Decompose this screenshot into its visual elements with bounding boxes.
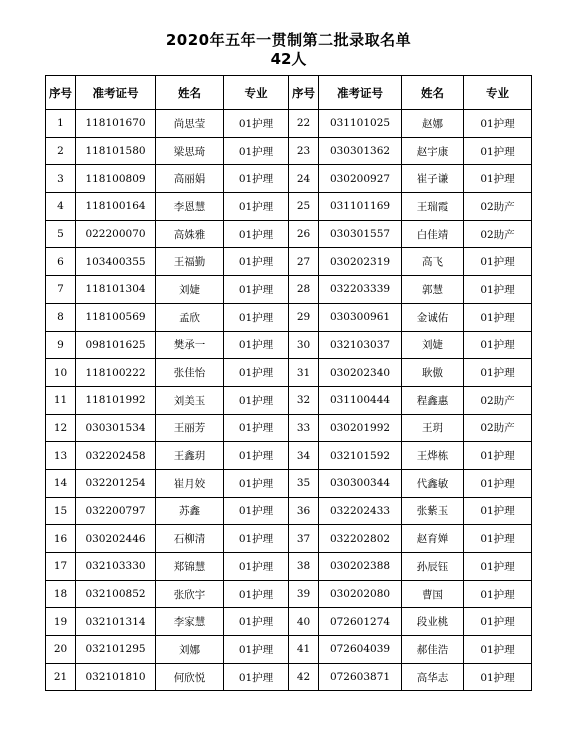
major-cell: 01护理 (464, 248, 532, 276)
name-cell: 曹国 (402, 580, 464, 608)
seq-cell: 41 (289, 636, 319, 664)
table-row (46, 303, 532, 331)
table-row (46, 386, 532, 414)
seq-cell: 42 (289, 663, 319, 691)
seq-cell: 10 (46, 359, 76, 387)
seq-cell: 30 (289, 331, 319, 359)
table-row (46, 663, 532, 691)
seq-cell: 7 (46, 276, 76, 304)
exam-id-cell: 072604039 (319, 636, 402, 664)
name-cell: 郭慧 (402, 276, 464, 304)
exam-id-cell: 022200070 (76, 220, 156, 248)
name-cell: 王福勤 (156, 248, 224, 276)
name-cell: 王烨栋 (402, 442, 464, 470)
major-cell: 01护理 (464, 359, 532, 387)
major-cell: 01护理 (224, 636, 289, 664)
major-cell: 01护理 (224, 303, 289, 331)
seq-cell: 39 (289, 580, 319, 608)
exam-id-cell: 032202802 (319, 525, 402, 553)
name-cell: 段业桃 (402, 608, 464, 636)
exam-id-cell: 030202319 (319, 248, 402, 276)
major-cell: 01护理 (464, 137, 532, 165)
exam-id-cell: 032200797 (76, 497, 156, 525)
name-cell: 樊承一 (156, 331, 224, 359)
major-cell: 01护理 (224, 442, 289, 470)
seq-cell: 27 (289, 248, 319, 276)
seq-cell: 29 (289, 303, 319, 331)
seq-cell: 13 (46, 442, 76, 470)
name-cell: 尚思莹 (156, 110, 224, 138)
major-cell: 01护理 (464, 276, 532, 304)
seq-cell: 40 (289, 608, 319, 636)
seq-cell: 21 (46, 663, 76, 691)
seq-cell: 37 (289, 525, 319, 553)
exam-id-header: 准考证号 (319, 76, 402, 110)
exam-id-cell: 030301362 (319, 137, 402, 165)
seq-cell: 36 (289, 497, 319, 525)
major-cell: 02助产 (464, 193, 532, 221)
seq-cell: 5 (46, 220, 76, 248)
seq-cell: 23 (289, 137, 319, 165)
seq-cell: 9 (46, 331, 76, 359)
exam-id-cell: 031100444 (319, 386, 402, 414)
table-row (46, 331, 532, 359)
major-cell: 01护理 (224, 359, 289, 387)
seq-cell: 20 (46, 636, 76, 664)
name-cell: 王玥 (402, 414, 464, 442)
admission-table (45, 75, 532, 691)
exam-id-cell: 032201254 (76, 469, 156, 497)
seq-cell: 16 (46, 525, 76, 553)
name-cell: 张欣宇 (156, 580, 224, 608)
major-cell: 01护理 (224, 165, 289, 193)
exam-id-cell: 032101810 (76, 663, 156, 691)
seq-cell: 15 (46, 497, 76, 525)
major-cell: 02助产 (464, 220, 532, 248)
name-cell: 郝佳浩 (402, 636, 464, 664)
name-cell: 耿傲 (402, 359, 464, 387)
table-row (46, 553, 532, 581)
name-header: 姓名 (402, 76, 464, 110)
seq-cell: 18 (46, 580, 76, 608)
major-cell: 01护理 (224, 414, 289, 442)
name-cell: 张紫玉 (402, 497, 464, 525)
seq-cell: 17 (46, 553, 76, 581)
exam-id-cell: 030202446 (76, 525, 156, 553)
seq-cell: 4 (46, 193, 76, 221)
major-cell: 01护理 (224, 220, 289, 248)
name-cell: 赵宇康 (402, 137, 464, 165)
name-cell: 梁思琦 (156, 137, 224, 165)
name-cell: 王瑞霞 (402, 193, 464, 221)
seq-cell: 35 (289, 469, 319, 497)
exam-id-cell: 030202340 (319, 359, 402, 387)
name-cell: 王丽芳 (156, 414, 224, 442)
major-cell: 01护理 (224, 193, 289, 221)
seq-cell: 8 (46, 303, 76, 331)
exam-id-cell: 030202388 (319, 553, 402, 581)
major-cell: 01护理 (224, 580, 289, 608)
name-cell: 郑锦慧 (156, 553, 224, 581)
major-cell: 01护理 (464, 663, 532, 691)
name-cell: 白佳靖 (402, 220, 464, 248)
table-row (46, 248, 532, 276)
name-cell: 刘婕 (156, 276, 224, 304)
name-cell: 赵娜 (402, 110, 464, 138)
major-cell: 01护理 (224, 137, 289, 165)
exam-id-cell: 031101025 (319, 110, 402, 138)
major-cell: 01护理 (464, 553, 532, 581)
major-cell: 01护理 (464, 608, 532, 636)
exam-id-cell: 030301534 (76, 414, 156, 442)
exam-id-cell: 032202433 (319, 497, 402, 525)
major-header: 专业 (464, 76, 532, 110)
exam-id-cell: 030300961 (319, 303, 402, 331)
major-cell: 01护理 (464, 497, 532, 525)
major-cell: 01护理 (224, 386, 289, 414)
name-cell: 何欣悦 (156, 663, 224, 691)
name-cell: 张佳怡 (156, 359, 224, 387)
seq-cell: 31 (289, 359, 319, 387)
major-cell: 01护理 (224, 663, 289, 691)
seq-header: 序号 (46, 76, 76, 110)
table-row (46, 165, 532, 193)
major-cell: 01护理 (464, 525, 532, 553)
seq-cell: 3 (46, 165, 76, 193)
seq-cell: 6 (46, 248, 76, 276)
exam-id-cell: 118100222 (76, 359, 156, 387)
name-cell: 李家慧 (156, 608, 224, 636)
seq-cell: 25 (289, 193, 319, 221)
seq-cell: 2 (46, 137, 76, 165)
table-row (46, 469, 532, 497)
name-header: 姓名 (156, 76, 224, 110)
name-cell: 高华志 (402, 663, 464, 691)
table-header-row (46, 76, 532, 110)
name-cell: 高丽娟 (156, 165, 224, 193)
table-row (46, 497, 532, 525)
name-cell: 高飞 (402, 248, 464, 276)
exam-id-cell: 031101169 (319, 193, 402, 221)
exam-id-header: 准考证号 (76, 76, 156, 110)
exam-id-cell: 032101592 (319, 442, 402, 470)
exam-id-cell: 072601274 (319, 608, 402, 636)
name-cell: 刘娜 (156, 636, 224, 664)
table-row (46, 193, 532, 221)
major-cell: 01护理 (464, 580, 532, 608)
page-subtitle: 42人 (270, 50, 307, 68)
exam-id-cell: 032202458 (76, 442, 156, 470)
seq-cell: 14 (46, 469, 76, 497)
major-cell: 01护理 (224, 276, 289, 304)
major-cell: 01护理 (464, 636, 532, 664)
major-cell: 02助产 (464, 414, 532, 442)
table-row (46, 580, 532, 608)
exam-id-cell: 118101670 (76, 110, 156, 138)
exam-id-cell: 118100809 (76, 165, 156, 193)
exam-id-cell: 030301557 (319, 220, 402, 248)
table-row (46, 110, 532, 138)
exam-id-cell: 032203339 (319, 276, 402, 304)
name-cell: 王鑫玥 (156, 442, 224, 470)
seq-cell: 1 (46, 110, 76, 138)
major-cell: 01护理 (224, 469, 289, 497)
exam-id-cell: 030201992 (319, 414, 402, 442)
name-cell: 金诚佑 (402, 303, 464, 331)
exam-id-cell: 032103330 (76, 553, 156, 581)
exam-id-cell: 118101992 (76, 386, 156, 414)
name-cell: 苏鑫 (156, 497, 224, 525)
table-row (46, 442, 532, 470)
seq-cell: 34 (289, 442, 319, 470)
major-cell: 01护理 (464, 331, 532, 359)
table-row (46, 525, 532, 553)
page-title: 2020年五年一贯制第二批录取名单 (165, 31, 412, 49)
name-cell: 刘婕 (402, 331, 464, 359)
name-cell: 代鑫敏 (402, 469, 464, 497)
seq-cell: 22 (289, 110, 319, 138)
seq-cell: 19 (46, 608, 76, 636)
exam-id-cell: 103400355 (76, 248, 156, 276)
table-row (46, 137, 532, 165)
seq-cell: 24 (289, 165, 319, 193)
exam-id-cell: 032100852 (76, 580, 156, 608)
major-cell: 01护理 (224, 110, 289, 138)
seq-cell: 12 (46, 414, 76, 442)
major-cell: 01护理 (224, 608, 289, 636)
major-cell: 01护理 (464, 442, 532, 470)
major-cell: 01护理 (464, 165, 532, 193)
exam-id-cell: 032101295 (76, 636, 156, 664)
seq-cell: 33 (289, 414, 319, 442)
exam-id-cell: 030200927 (319, 165, 402, 193)
table-row (46, 359, 532, 387)
name-cell: 赵育婵 (402, 525, 464, 553)
major-header: 专业 (224, 76, 289, 110)
table-row (46, 220, 532, 248)
exam-id-cell: 032103037 (319, 331, 402, 359)
seq-header: 序号 (289, 76, 319, 110)
seq-cell: 26 (289, 220, 319, 248)
major-cell: 01护理 (224, 497, 289, 525)
exam-id-cell: 072603871 (319, 663, 402, 691)
table-body (46, 110, 532, 691)
major-cell: 01护理 (224, 525, 289, 553)
seq-cell: 28 (289, 276, 319, 304)
exam-id-cell: 030300344 (319, 469, 402, 497)
name-cell: 孟欣 (156, 303, 224, 331)
name-cell: 石柳清 (156, 525, 224, 553)
name-cell: 刘美玉 (156, 386, 224, 414)
major-cell: 01护理 (224, 248, 289, 276)
name-cell: 高姝雅 (156, 220, 224, 248)
name-cell: 崔子谦 (402, 165, 464, 193)
name-cell: 李恩慧 (156, 193, 224, 221)
exam-id-cell: 118101580 (76, 137, 156, 165)
seq-cell: 11 (46, 386, 76, 414)
major-cell: 01护理 (464, 303, 532, 331)
major-cell: 02助产 (464, 386, 532, 414)
exam-id-cell: 030202080 (319, 580, 402, 608)
name-cell: 崔月姣 (156, 469, 224, 497)
major-cell: 01护理 (224, 331, 289, 359)
table-row (46, 636, 532, 664)
seq-cell: 38 (289, 553, 319, 581)
exam-id-cell: 118101304 (76, 276, 156, 304)
seq-cell: 32 (289, 386, 319, 414)
exam-id-cell: 118100164 (76, 193, 156, 221)
table-row (46, 276, 532, 304)
name-cell: 程鑫惠 (402, 386, 464, 414)
table-row (46, 414, 532, 442)
table-row (46, 608, 532, 636)
major-cell: 01护理 (464, 110, 532, 138)
exam-id-cell: 118100569 (76, 303, 156, 331)
exam-id-cell: 098101625 (76, 331, 156, 359)
name-cell: 孙辰钰 (402, 553, 464, 581)
exam-id-cell: 032101314 (76, 608, 156, 636)
major-cell: 01护理 (464, 469, 532, 497)
major-cell: 01护理 (224, 553, 289, 581)
